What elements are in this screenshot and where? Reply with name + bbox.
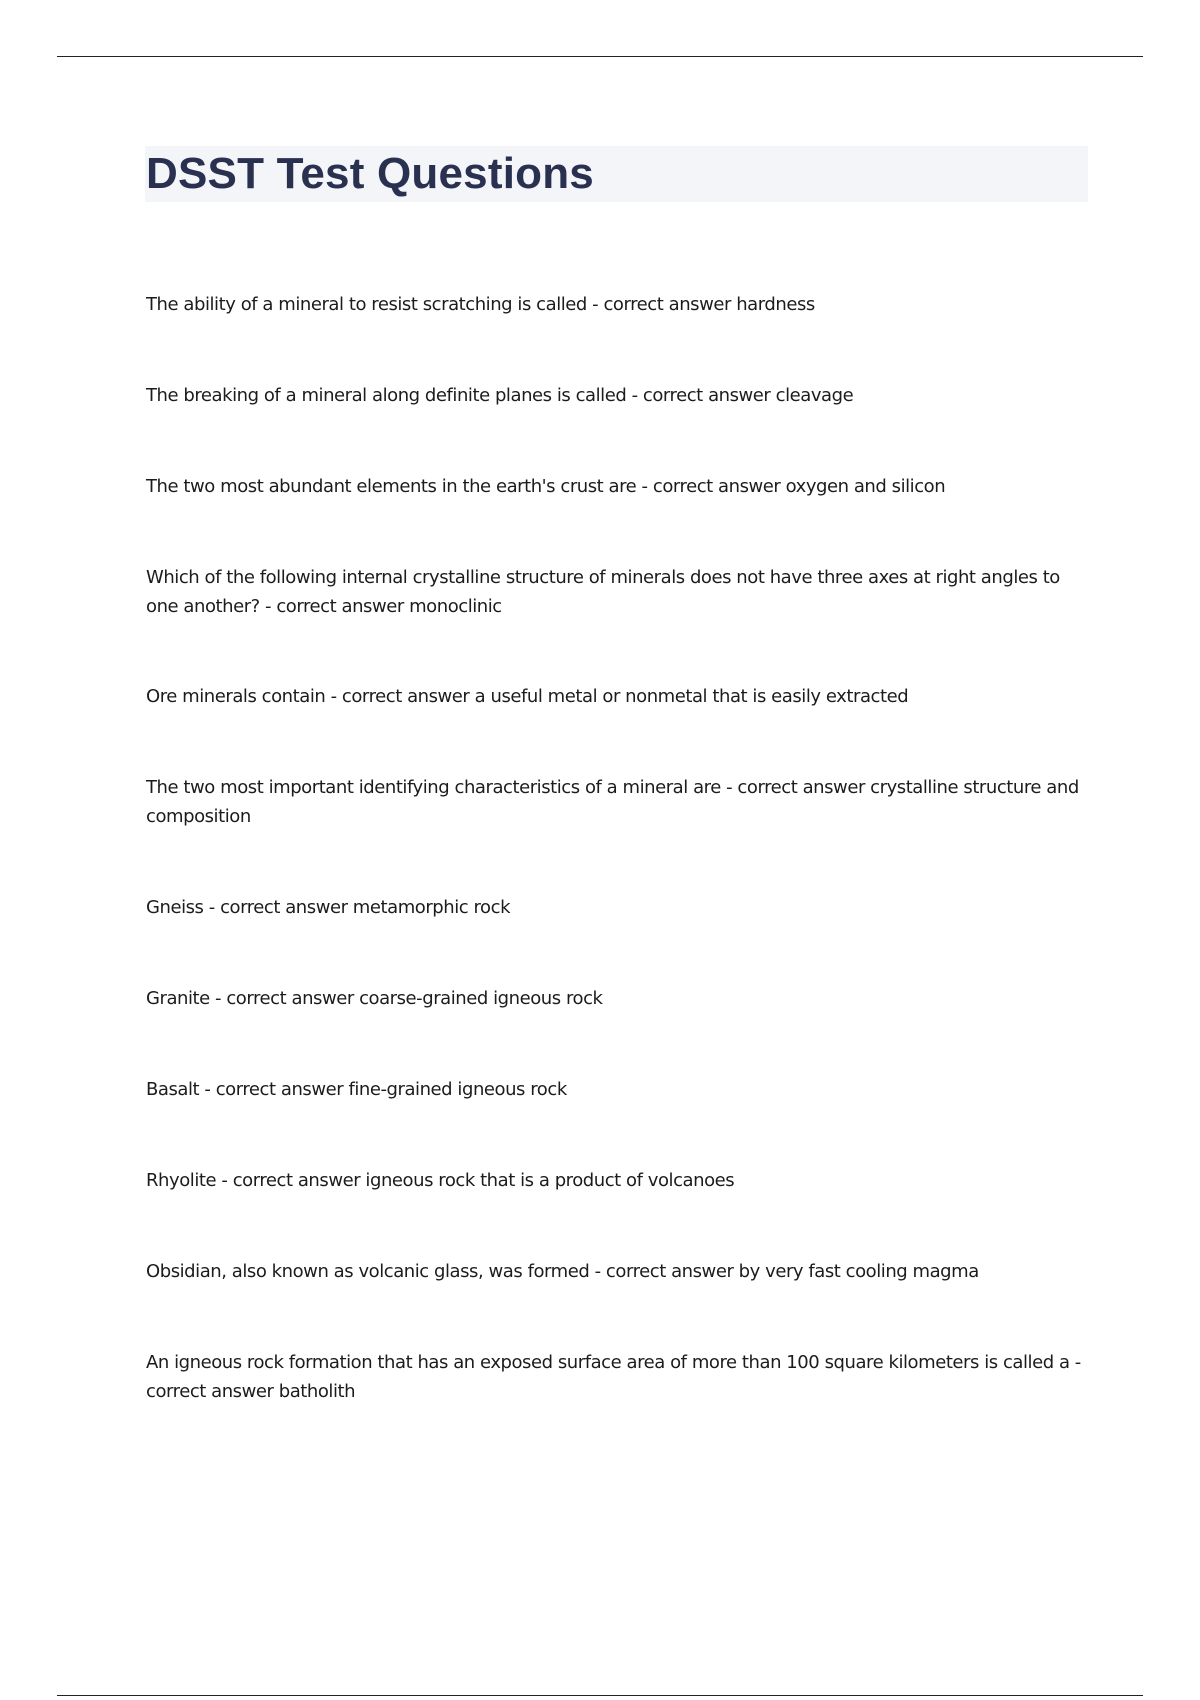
bottom-rule [57, 1695, 1143, 1696]
question-item: Granite - correct answer coarse-grained igneous rock [146, 988, 603, 1009]
page-title: DSST Test Questions [146, 149, 594, 198]
question-item: Gneiss - correct answer metamorphic rock [146, 897, 511, 918]
question-item: Ore minerals contain - correct answer a useful metal or nonmetal that is easily extracted [146, 686, 909, 707]
question-item: The breaking of a mineral along definite planes is called - correct answer cleavage [146, 385, 854, 406]
question-item: The two most abundant elements in the earth's crust are - correct answer oxygen and silicon [146, 476, 946, 497]
question-item: Basalt - correct answer fine-grained igneous rock [146, 1079, 567, 1100]
question-item: Rhyolite - correct answer igneous rock that is a product of volcanoes [146, 1170, 735, 1191]
question-item: The two most important identifying characteristics of a mineral are - correct answer crystalline structure and composition [146, 777, 1079, 827]
question-item: The ability of a mineral to resist scratching is called - correct answer hardness [146, 294, 815, 315]
question-item: An igneous rock formation that has an exposed surface area of more than 100 square kilometers is called a - correct answer batholith [146, 1352, 1081, 1402]
question-item: Obsidian, also known as volcanic glass, was formed - correct answer by very fast cooling magma [146, 1261, 979, 1282]
question-item: Which of the following internal crystalline structure of minerals does not have three axes at right angles to one another? - correct answer monoclinic [146, 567, 1060, 617]
top-rule [57, 56, 1143, 57]
